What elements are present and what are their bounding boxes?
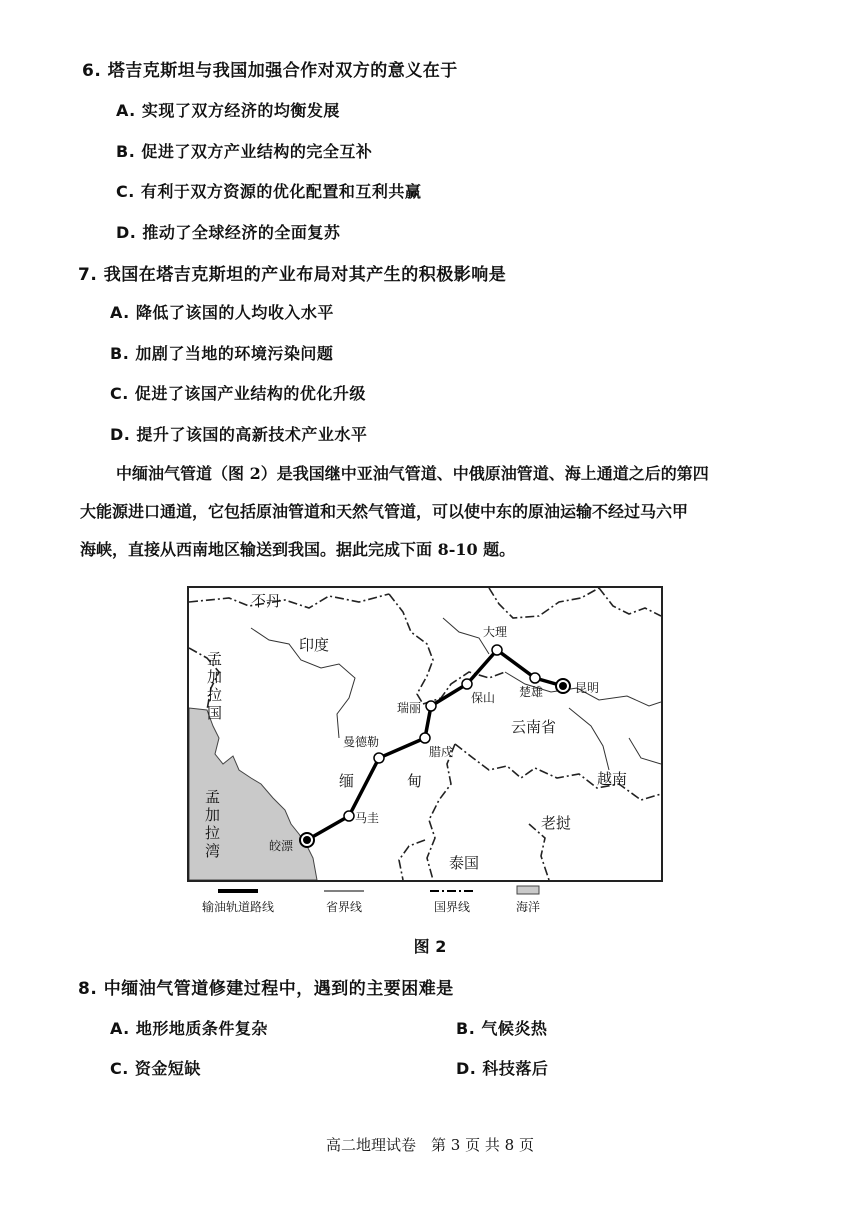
question-6-stem: 6. 塔吉克斯坦与我国加强合作对双方的意义在于 xyxy=(82,61,458,81)
legend-national-label: 国界线 xyxy=(433,900,470,914)
city-marker-baoshan xyxy=(462,679,472,689)
legend-national xyxy=(422,884,482,915)
legend-pipeline-label: 输油轨道路线 xyxy=(201,900,274,914)
svg-text:加: 加 xyxy=(207,668,223,686)
question-8-option-d: D. 科技落后 xyxy=(456,1059,549,1078)
svg-text:加: 加 xyxy=(205,806,221,824)
svg-text:孟: 孟 xyxy=(207,650,223,668)
city-marker-mandalay xyxy=(374,753,384,763)
city-label-dali: 大理 xyxy=(483,625,508,639)
svg-text:国: 国 xyxy=(207,704,223,722)
reading-passage xyxy=(80,455,780,569)
region-label-india: 印度 xyxy=(299,636,330,654)
passage-line-2: 大能源进口通道，它包括原油管道和天然气管道，可以使中东的原油运输不经过马六甲 xyxy=(80,502,689,521)
question-7-option-c: C. 促进了该国产业结构的优化升级 xyxy=(110,384,366,403)
question-8-option-b: B. 气候炎热 xyxy=(456,1019,548,1038)
svg-text:拉: 拉 xyxy=(207,686,223,704)
region-label-yunnan: 云南省 xyxy=(511,718,557,736)
question-6-option-d: D. 推动了全球经济的全面复苏 xyxy=(116,223,341,242)
svg-text:孟: 孟 xyxy=(205,788,221,806)
figure-caption: 图 2 xyxy=(413,937,447,956)
legend-province xyxy=(314,884,374,915)
city-label-kyaukphyu: 皎漂 xyxy=(269,839,294,853)
region-label-laos: 老挝 xyxy=(541,814,572,832)
legend-pipeline xyxy=(198,884,278,915)
city-label-kunming: 昆明 xyxy=(575,681,600,695)
svg-text:拉: 拉 xyxy=(205,824,221,842)
passage-line-3: 海峡，直接从西南地区输送到我国。据此完成下面 8-10 题。 xyxy=(80,540,516,559)
question-7-option-b: B. 加剧了当地的环境污染问题 xyxy=(110,344,334,363)
city-marker-chuxiong xyxy=(530,673,540,683)
city-marker-magway xyxy=(344,811,354,821)
region-label-thailand: 泰国 xyxy=(449,854,480,872)
city-marker-lashio xyxy=(420,733,430,743)
question-7-option-d: D. 提升了该国的高新技术产业水平 xyxy=(110,425,368,444)
question-8-option-c: C. 资金短缺 xyxy=(110,1059,201,1078)
question-7-stem: 7. 我国在塔吉克斯坦的产业布局对其产生的积极影响是 xyxy=(78,265,507,285)
legend-province-label: 省界线 xyxy=(325,900,362,914)
pipeline-map xyxy=(187,586,663,882)
region-label-bhutan: 不丹 xyxy=(251,592,282,610)
city-marker-ruili xyxy=(426,701,436,711)
map-svg xyxy=(189,588,661,880)
question-6-option-b: B. 促进了双方产业结构的完全互补 xyxy=(116,142,373,161)
region-label-myanmar-1: 缅 xyxy=(339,772,355,790)
city-label-magway: 马圭 xyxy=(355,811,380,825)
svg-text:湾: 湾 xyxy=(205,842,221,860)
region-label-myanmar-2: 甸 xyxy=(407,772,423,790)
passage-line-1: 中缅油气管道（图 2）是我国继中亚油气管道、中俄原油管道、海上通道之后的第四 xyxy=(116,464,709,483)
page-footer: 高二地理试卷 第 3 页 共 8 页 xyxy=(326,1136,534,1154)
region-label-bay-of-bengal xyxy=(205,788,220,860)
city-label-chuxiong: 楚雄 xyxy=(519,685,544,699)
question-7-option-a: A. 降低了该国的人均收入水平 xyxy=(110,303,334,322)
city-marker-dali xyxy=(492,645,502,655)
question-6-option-c: C. 有利于双方资源的优化配置和互利共赢 xyxy=(116,182,422,201)
city-label-ruili: 瑞丽 xyxy=(397,701,422,715)
city-label-mandalay: 曼德勒 xyxy=(343,735,380,749)
question-6-option-a: A. 实现了双方经济的均衡发展 xyxy=(116,101,340,120)
city-label-lashio: 腊戍 xyxy=(429,745,454,759)
region-label-vietnam: 越南 xyxy=(597,770,628,788)
map-legend xyxy=(186,884,666,924)
legend-ocean-label: 海洋 xyxy=(515,900,540,914)
legend-ocean xyxy=(508,884,548,915)
city-label-baoshan: 保山 xyxy=(471,691,496,705)
question-8-option-a: A. 地形地质条件复杂 xyxy=(110,1019,268,1038)
region-label-bangladesh xyxy=(207,650,222,722)
question-8-stem: 8. 中缅油气管道修建过程中，遇到的主要困难是 xyxy=(78,979,454,999)
